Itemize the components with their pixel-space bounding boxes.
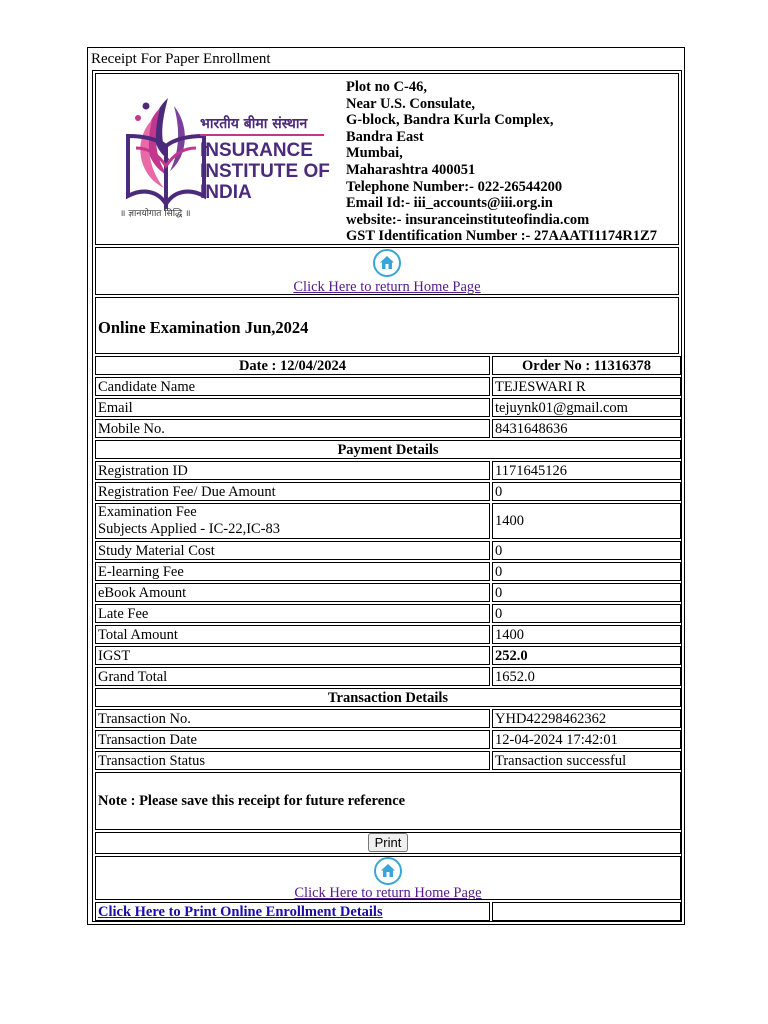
print-enrollment-cell [95, 902, 490, 921]
transaction-number-value: YHD42298462362 [492, 709, 681, 728]
transaction-status-value: Transaction successful [492, 751, 681, 770]
telephone-line: Telephone Number:- 022-26544200 [346, 178, 563, 195]
gst-line: GST Identification Number :- 27AAATI1174R1Z7 [346, 228, 657, 245]
receipt-frame [92, 70, 682, 922]
logo-motto: ॥ ज्ञानयोगात सिद्धि ॥ [120, 209, 191, 219]
ebook-amount-value: 0 [492, 583, 681, 602]
email-value: tejuynk01@gmail.com [492, 398, 681, 417]
home-link-cell [95, 247, 679, 295]
registration-id-label: Registration ID [95, 461, 490, 480]
examination-fee-value: 1400 [492, 503, 681, 539]
registration-fee-label: Registration Fee/ Due Amount [95, 482, 490, 501]
logo-hindi-text: भारतीय बीमा संस्थान [200, 116, 308, 132]
examination-fee-title: Examination Fee [98, 504, 197, 520]
address-line: Mumbai, [346, 145, 403, 162]
email-line: Email Id:- iii_accounts@iii.org.in [346, 195, 553, 212]
total-amount-label: Total Amount [95, 625, 490, 644]
study-material-label: Study Material Cost [95, 541, 490, 560]
candidate-name-value: TEJESWARI R [492, 377, 681, 396]
transaction-status-label: Transaction Status [95, 751, 490, 770]
empty-cell [492, 902, 681, 921]
receipt-caption: Receipt For Paper Enrollment [91, 51, 271, 67]
address-line: Maharashtra 400051 [346, 161, 476, 178]
exam-title-cell [95, 297, 679, 354]
ebook-amount-label: eBook Amount [95, 583, 490, 602]
website-line: website:- insuranceinstituteofindia.com [346, 211, 590, 228]
grand-total-value: 1652.0 [492, 667, 681, 686]
date-cell: Date : 12/04/2024 [95, 356, 490, 375]
logo-name-line2: INSTITUTE OF [200, 161, 330, 182]
print-button[interactable]: Print [368, 833, 409, 852]
transaction-number-label: Transaction No. [95, 709, 490, 728]
grand-total-label: Grand Total [95, 667, 490, 686]
address-line: G-block, Bandra Kurla Complex, [346, 112, 554, 129]
elearning-fee-value: 0 [492, 562, 681, 581]
home-link-cell-bottom [95, 856, 681, 900]
examination-fee-label [95, 503, 490, 539]
address-line: Bandra East [346, 128, 424, 145]
transaction-date-label: Transaction Date [95, 730, 490, 749]
logo-name-line3: INDIA [200, 182, 252, 203]
mobile-value: 8431648636 [492, 419, 681, 438]
home-icon[interactable] [373, 249, 401, 277]
address-line: Near U.S. Consulate, [346, 95, 476, 112]
save-receipt-note: Note : Please save this receipt for future reference [98, 793, 406, 809]
total-amount-value: 1400 [492, 625, 681, 644]
registration-fee-value: 0 [492, 482, 681, 501]
mobile-label: Mobile No. [95, 419, 490, 438]
header-cell [95, 73, 679, 245]
note-cell [95, 772, 681, 830]
study-material-value: 0 [492, 541, 681, 560]
exam-title: Online Examination Jun,2024 [98, 318, 309, 337]
address-line: Plot no C-46, [346, 79, 427, 95]
candidate-name-label: Candidate Name [95, 377, 490, 396]
return-home-link-bottom[interactable]: Click Here to return Home Page [294, 885, 482, 900]
subjects-applied: Subjects Applied - IC-22,IC-83 [98, 521, 281, 537]
institute-logo [98, 76, 338, 245]
payment-details-heading: Payment Details [95, 440, 681, 459]
home-icon[interactable] [374, 857, 402, 885]
transaction-details-heading: Transaction Details [95, 688, 681, 707]
receipt-table [87, 47, 685, 925]
email-label: Email [95, 398, 490, 417]
return-home-link[interactable]: Click Here to return Home Page [293, 279, 481, 295]
institute-address [346, 79, 657, 245]
elearning-fee-label: E-learning Fee [95, 562, 490, 581]
late-fee-value: 0 [492, 604, 681, 623]
late-fee-label: Late Fee [95, 604, 490, 623]
order-number-cell: Order No : 11316378 [492, 356, 681, 375]
logo-name-line1: INSURANCE [200, 140, 313, 161]
print-enrollment-link[interactable]: Click Here to Print Online Enrollment Details [98, 904, 383, 920]
transaction-date-value: 12-04-2024 17:42:01 [492, 730, 681, 749]
registration-id-value: 1171645126 [492, 461, 681, 480]
igst-value: 252.0 [492, 646, 681, 665]
logo-emblem [128, 98, 204, 204]
print-cell [95, 832, 681, 854]
igst-label: IGST [95, 646, 490, 665]
